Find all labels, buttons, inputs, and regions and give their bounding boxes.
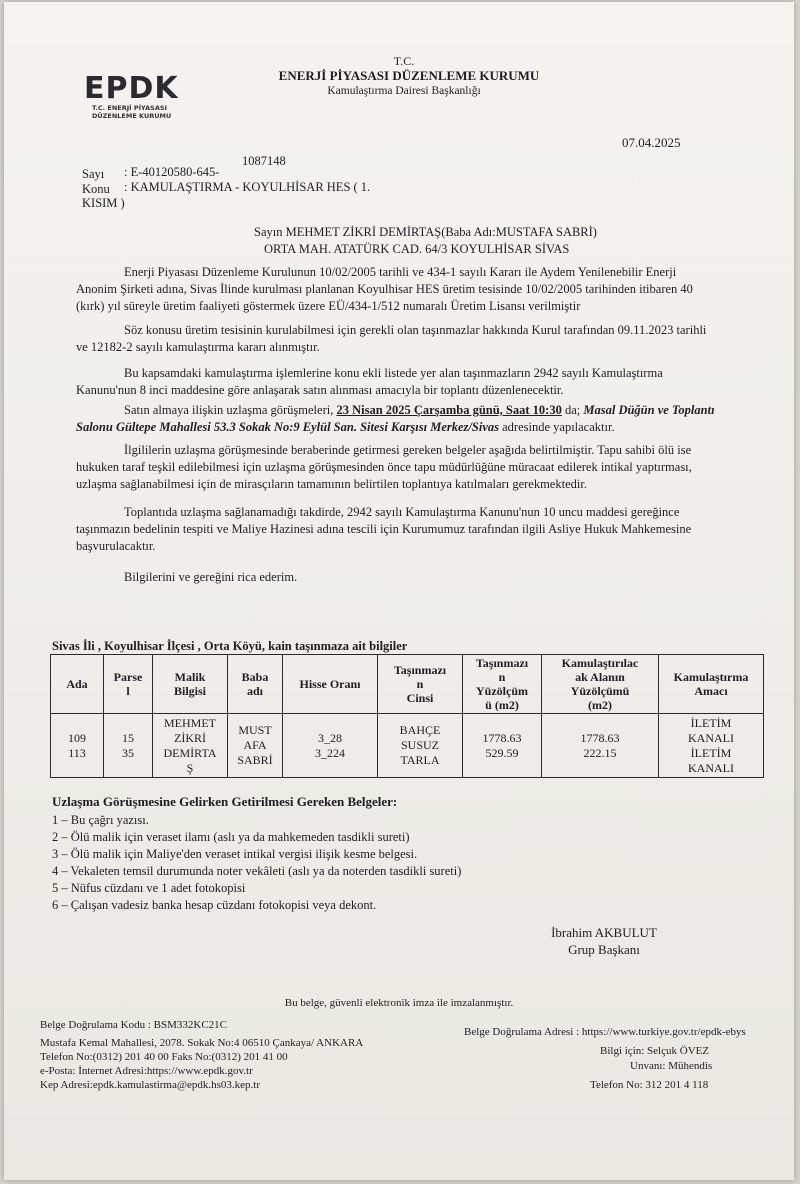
paragraph-line: ve 12182-2 sayılı kamulaştırma kararı alınmıştır.: [76, 340, 320, 354]
footer-info: Bilgi için: Selçuk ÖVEZ: [600, 1045, 710, 1057]
paragraph-meeting: [76, 365, 756, 399]
text-segment: Satın almaya ilişkin uzlaşma görüşmeleri,: [124, 403, 337, 417]
documents-list: [52, 812, 652, 914]
logo-wordmark: EPDK: [84, 71, 179, 106]
list-item: 6 – Çalışan vadesiz banka hesap cüzdanı fotokopisi veya dekont.: [52, 898, 377, 912]
konu-label: Konu: [82, 182, 110, 196]
header-text: (m2): [588, 698, 612, 712]
cell-text: KANALI: [688, 730, 734, 745]
paragraph-line: [76, 419, 756, 436]
header-text: Baba: [241, 670, 269, 684]
cell-cins: [378, 714, 463, 778]
meeting-place: Masal Düğün ve Toplantı: [583, 403, 715, 417]
footer-email-web: e-Posta: İnternet Adresi:https://www.epdk.gov.tr: [40, 1065, 253, 1077]
signatory-name: İbrahim AKBULUT: [551, 925, 657, 940]
col-amac: [659, 655, 764, 714]
col-baba: [228, 655, 283, 714]
cell-text: MEHMET: [164, 715, 216, 730]
cell-text: 109: [68, 730, 86, 745]
footer-contact-phone: Telefon No: 312 201 4 118: [590, 1079, 709, 1091]
epdk-logo: [84, 71, 179, 126]
header-text: Taşınmazı: [393, 663, 447, 677]
cell-amac: [659, 714, 764, 778]
paragraph-closing: Bilgilerini ve gereğini rica ederim.: [124, 570, 298, 584]
cell-text: 1778.63: [580, 730, 620, 745]
text-segment: adresinde yapılacaktır.: [499, 420, 615, 434]
header-tc: T.C.: [393, 54, 415, 68]
footer-phone-fax: Telefon No:(0312) 201 40 00 Faks No:(0312) 201 41 00: [40, 1051, 288, 1063]
documents-title: Uzlaşma Görüşmesine Gelirken Getirilmesi Gereken Belgeler:: [52, 794, 398, 809]
cell-text: AFA: [243, 738, 267, 752]
konu-value: : KAMULAŞTIRMA - KOYULHİSAR HES ( 1.: [124, 180, 371, 194]
footer-address: Mustafa Kemal Mahallesi, 2078. Sokak No:4 06510 Çankaya/ ANKARA: [40, 1037, 364, 1049]
col-yuzolcum: [463, 655, 542, 714]
paragraph-line: uzlaşma sağlanabilmesi için de mirasçıların tamamının belirtilen toplantıya katılmaları gerekmektedir.: [76, 477, 587, 491]
header-text: Cinsi: [406, 691, 434, 705]
cell-ada: [51, 714, 104, 778]
cell-text: BAHÇE: [399, 723, 441, 737]
list-item: 5 – Nüfus cüzdanı ve 1 adet fotokopisi: [52, 881, 246, 895]
col-malik: [153, 655, 228, 714]
paragraph-court: [76, 504, 756, 555]
paragraph-line: Kanunu'nun 8 inci maddesine göre anlaşarak satın alınması amacıyla bir toplantı düzenlenecektir.: [76, 383, 564, 397]
text-segment: da;: [561, 403, 584, 417]
cell-text: 3_28: [318, 730, 342, 745]
header-text: Parse: [113, 670, 143, 684]
header-institution: ENERJİ PİYASASI DÜZENLEME KURUMU: [278, 68, 540, 83]
header-text: Yüzölçüm: [476, 684, 528, 698]
logo-subtitle-2: DÜZENLEME KURUMU: [92, 112, 172, 120]
header-text: Kamulaştırma: [673, 670, 749, 684]
col-kamulastirilacak: [542, 655, 659, 714]
header-text: Yüzölçümü: [570, 684, 630, 698]
verify-code: Belge Doğrulama Kodu : BSM332KC21C: [40, 1019, 227, 1031]
cell-text: KANALI: [688, 760, 734, 775]
header-text: adı: [246, 684, 263, 698]
cell-text: 15: [122, 730, 134, 745]
meeting-datetime: 23 Nisan 2025 Çarşamba günü, Saat 10:30: [336, 403, 562, 417]
header-text: Amacı: [694, 684, 728, 698]
paragraph-date-place: [76, 402, 756, 436]
cell-text: 3_224: [315, 745, 345, 760]
paragraph-line: Anonim Şirketi adına, Sivas İlinde kurulması planlanan Koyulhisar HES üretim tesisinde 10/02/2005 tarihinden itibaren 40: [76, 282, 693, 296]
cell-text: 529.59: [485, 745, 519, 760]
header-text: ü (m2): [485, 698, 519, 712]
footer-kep: Kep Adresi:epdk.kamulastirma@epdk.hs03.kep.tr: [40, 1079, 260, 1091]
header-text: Kamulaştırılac: [561, 656, 639, 670]
paragraph-line: İlgililerin uzlaşma görüşmesinde beraberinde getirmesi gereken belgeler aşağıda belirtilmiştir. Tapu sahibi ölü ise: [124, 443, 692, 457]
paragraph-documents-note: [76, 442, 756, 493]
meeting-address: Salonu Gültepe Mahallesi 53.3 Sokak No:9 Eylül San. Sitesi Karşısı Merkez/Sivas: [76, 420, 499, 434]
header-text: n: [498, 670, 506, 684]
paragraph-line: hukuken taraf teşkil edilebilmesi için uzlaşma görüşmesinden önce tapu müdürlüğüne müracaat edilerek intikal yaptırması,: [76, 460, 692, 474]
paragraph-line: (kırk) yıl süreyle üretim faaliyeti göstermek üzere EÜ/434-1/512 numaralı Üretim Lisansı verilmiştir: [76, 299, 581, 313]
col-parsel: [104, 655, 153, 714]
document-page: [4, 2, 794, 1180]
sayi-label: Sayı: [82, 167, 105, 181]
header-text: l: [126, 684, 130, 698]
header-department: Kamulaştırma Dairesi Başkanlığı: [327, 85, 481, 97]
cell-text: 35: [122, 745, 134, 760]
esign-note: Bu belge, güvenli elektronik imza ile imzalanmıştır.: [284, 997, 514, 1009]
sayi-value: : E-40120580-645-: [124, 165, 220, 179]
paragraph-license: [76, 264, 756, 315]
cell-text: 1778.63: [482, 730, 522, 745]
paragraph-line: Bu kapsamdaki kamulaştırma işlemlerine konu ekli listede yer alan taşınmazların 2942 sayılı Kamulaştırma: [124, 366, 663, 380]
header-text: ak Alanın: [575, 670, 625, 684]
paragraph-line: taşınmazın bedelinin tespiti ve Maliye Hazinesi adına tescili için Kurumumuz tarafından ilgili Asliye Hukuk Mahkemesine: [76, 522, 692, 536]
table-row: [51, 714, 764, 778]
sayi-number: 1087148: [242, 154, 286, 168]
property-table: [50, 654, 764, 778]
table-title: Sivas İli , Koyulhisar İlçesi , Orta Köyü, kain taşınmaza ait bilgiler: [52, 639, 408, 653]
cell-text: MUST: [238, 723, 272, 737]
paragraph-line: Enerji Piyasası Düzenleme Kurulunun 10/02/2005 tarihli ve 434-1 sayılı Kararı ile Aydem Yenilenebilir Enerji: [124, 265, 677, 279]
logo-subtitle-1: T.C. ENERJİ PİYASASI: [92, 104, 167, 112]
paragraph-line: [76, 402, 756, 419]
cell-baba: [228, 714, 283, 778]
header-text: Ada: [66, 677, 88, 691]
konu-value-cont: KISIM ): [82, 196, 125, 210]
addressee-name: Sayın MEHMET ZİKRİ DEMİRTAŞ(Baba Adı:MUSTAFA SABRİ): [254, 225, 597, 239]
cell-parsel: [104, 714, 153, 778]
header-text: Hisse Oranı: [299, 677, 361, 691]
cell-text: 113: [68, 745, 86, 760]
paragraph-line: Söz konusu üretim tesisinin kurulabilmesi için gerekli olan taşınmazlar hakkında Kurul tarafından 09.11.2023 tarihli: [124, 323, 707, 337]
header-text: Taşınmazı: [475, 656, 529, 670]
cell-text: DEMİRTA: [163, 745, 217, 760]
addressee-address: ORTA MAH. ATATÜRK CAD. 64/3 KOYULHİSAR SİVAS: [264, 242, 570, 256]
list-item: 3 – Ölü malik için Maliye'den veraset intikal vergisi ilişik kesme belgesi.: [52, 847, 418, 861]
cell-text: SABRİ: [237, 753, 273, 767]
paragraph-line: Toplantıda uzlaşma sağlanamadığı takdirde, 2942 sayılı Kamulaştırma Kanunu'nun 10 uncu maddesi gereğince: [124, 505, 680, 519]
signatory-title: Grup Başkanı: [568, 942, 640, 957]
cell-yuzolcum: [463, 714, 542, 778]
cell-text: Ş: [186, 760, 194, 775]
cell-text: TARLA: [400, 753, 440, 767]
cell-text: SUSUZ: [400, 738, 439, 752]
cell-malik: [153, 714, 228, 778]
list-item: 2 – Ölü malik için veraset ilamı (aslı ya da mahkemeden tasdikli sureti): [52, 830, 410, 844]
paragraph-decision: [76, 322, 756, 356]
cell-text: İLETİM: [690, 715, 732, 730]
col-cins: [378, 655, 463, 714]
header-text: Malik: [174, 670, 206, 684]
header-text: n: [416, 677, 424, 691]
document-date: 07.04.2025: [622, 135, 681, 150]
list-item: 1 – Bu çağrı yazısı.: [52, 813, 149, 827]
cell-hisse: [283, 714, 378, 778]
cell-text: İLETİM: [690, 745, 732, 760]
col-hisse: [283, 655, 378, 714]
list-item: 4 – Vekaleten temsil durumunda noter vekâleti (aslı ya da noterden tasdikli sureti): [52, 864, 462, 878]
verify-address: Belge Doğrulama Adresi : https://www.turkiye.gov.tr/epdk-ebys: [464, 1026, 746, 1038]
paragraph-line: başvurulacaktır.: [76, 539, 156, 553]
table-header-row: [51, 655, 764, 714]
footer-unvan: Unvanı: Mühendis: [630, 1060, 713, 1072]
header-text: Bilgisi: [173, 684, 206, 698]
cell-kamulastirilacak: [542, 714, 659, 778]
cell-text: 222.15: [583, 745, 617, 760]
col-ada: [51, 655, 104, 714]
cell-text: ZİKRİ: [174, 730, 206, 745]
